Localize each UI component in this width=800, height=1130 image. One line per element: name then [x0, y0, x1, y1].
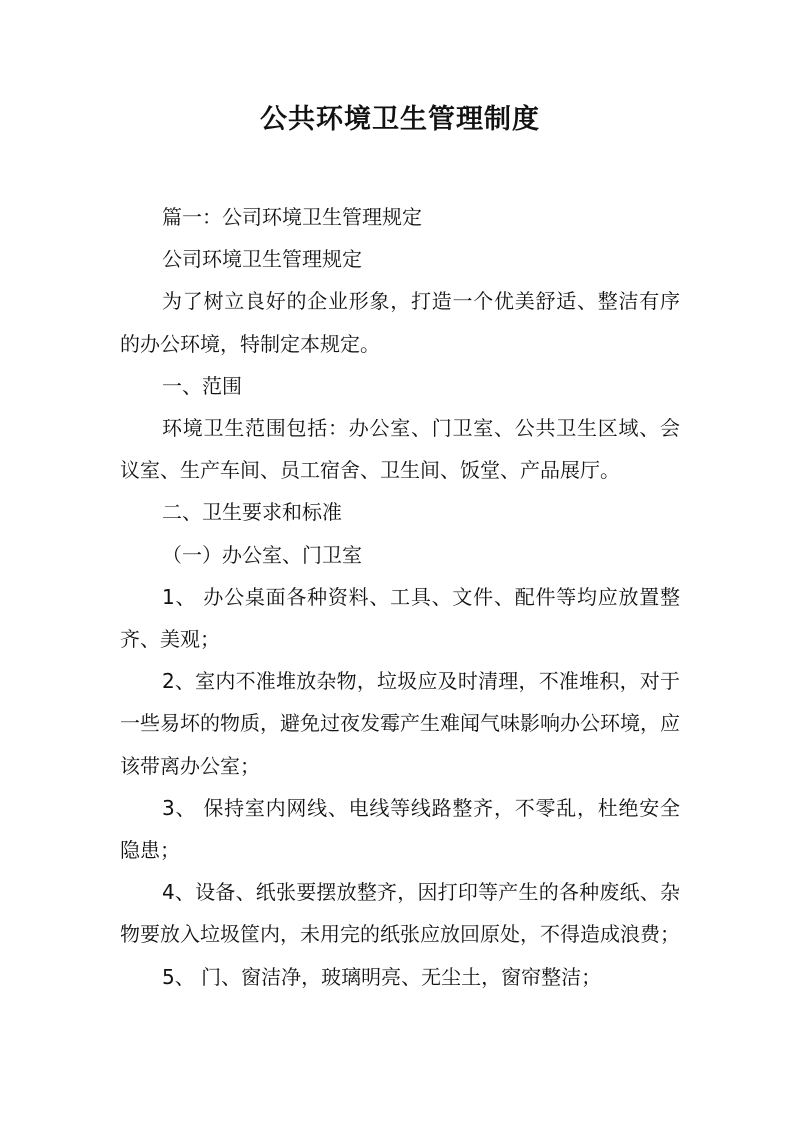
paragraph-3: 为了树立良好的企业形象，打造一个优美舒适、整洁有序的办公环境，特制定本规定。	[120, 289, 680, 356]
paragraph-1: 篇一：公司环境卫生管理规定	[162, 205, 422, 229]
paragraph-6: 二、卫生要求和标准	[162, 500, 342, 525]
paragraph-8: 1、 办公桌面各种资料、工具、文件、配件等均应放置整齐、美观；	[120, 584, 680, 652]
paragraph-2: 公司环境卫生管理规定	[162, 247, 362, 272]
paragraph-4: 一、范围	[162, 373, 242, 398]
paragraph-5: 环境卫生范围包括：办公室、门卫室、公共卫生区域、会议室、生产车间、员工宿舍、卫生间、饭堂、产品展厅。	[120, 416, 680, 483]
document-title: 公共环境卫生管理制度	[260, 104, 540, 135]
paragraph-12: 5、 门、窗洁净，玻璃明亮、无尘土，窗帘整洁；	[162, 964, 602, 989]
document-body	[120, 196, 680, 998]
paragraph-9: 2、室内不准堆放杂物，垃圾应及时清理，不准堆积，对于一些易坏的物质，避免过夜发霉产生难闻气味影响办公环境，应该带离办公室；	[120, 669, 680, 778]
paragraph-11: 4、设备、纸张要摆放整齐，因打印等产生的各种废纸、杂物要放入垃圾筐内，未用完的纸张应放回原处，不得造成浪费；	[120, 880, 680, 947]
paragraph-10: 3、 保持室内网线、电线等线路整齐，不零乱，杜绝安全隐患；	[120, 795, 680, 863]
paragraph-7: （一）办公室、门卫室	[162, 542, 362, 567]
